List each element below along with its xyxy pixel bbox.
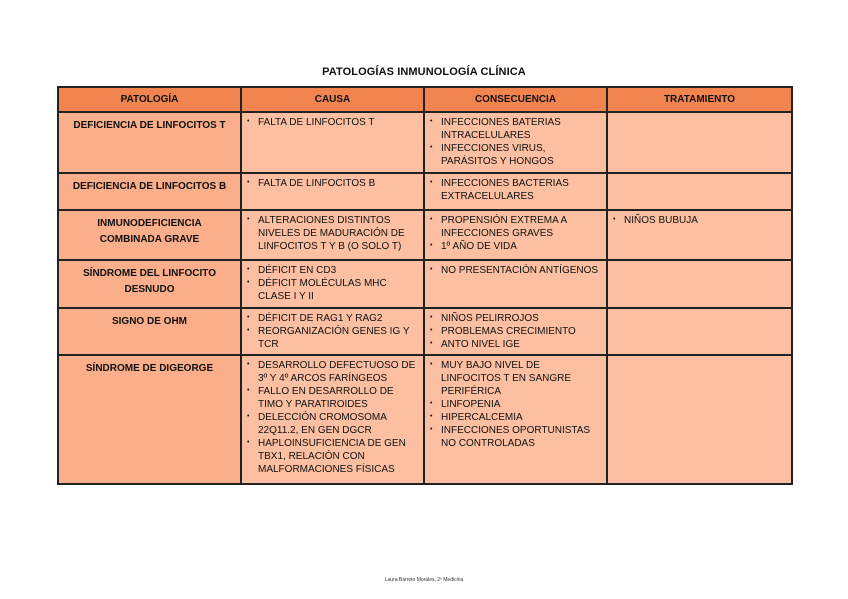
list-item: • ALTERACIONES DISTINTOS NIVELES DE MADURACIÓN DE LINFOCITOS T Y B (O SOLO T) [245, 214, 419, 253]
list-item: • INFECCIONES BATERIAS INTRACELULARES [428, 116, 602, 142]
causa-cell [241, 210, 424, 260]
list-item: • INFECCIONES BACTERIAS EXTRACELULARES [428, 177, 602, 203]
header-consecuencia: CONSECUENCIA [424, 87, 607, 112]
list-item: • PROPENSIÓN EXTREMA A INFECCIONES GRAVES [428, 214, 602, 240]
list-item: • ANTO NIVEL IGE [428, 338, 602, 351]
tratamiento-cell [607, 308, 792, 355]
table-row [58, 260, 792, 308]
list-item: • NIÑOS PELIRROJOS [428, 312, 602, 325]
causa-list [245, 359, 419, 476]
causa-cell [241, 355, 424, 484]
consecuencia-list [428, 359, 602, 450]
table-row [58, 173, 792, 210]
tratamiento-cell [607, 173, 792, 210]
consecuencia-cell [424, 173, 607, 210]
consecuencia-list [428, 116, 602, 168]
header-tratamiento: TRATAMIENTO [607, 87, 792, 112]
causa-list [245, 214, 419, 253]
pathology-name: INMUNODEFICIENCIA COMBINADA GRAVE [58, 210, 241, 260]
tratamiento-cell [607, 210, 792, 260]
list-item: • DÉFICIT EN CD3 [245, 264, 419, 277]
causa-list [245, 264, 419, 303]
pathology-table [57, 86, 793, 485]
causa-list [245, 116, 419, 129]
list-item: • LINFOPENIA [428, 398, 602, 411]
footer-author: Laura Barreto Morales, 2º Medicina [384, 577, 464, 583]
consecuencia-cell [424, 308, 607, 355]
pathology-name: DEFICIENCIA DE LINFOCITOS T [58, 112, 241, 173]
consecuencia-list [428, 312, 602, 351]
pathology-name: SÍNDROME DEL LINFOCITO DESNUDO [58, 260, 241, 308]
list-item: • FALTA DE LINFOCITOS T [245, 116, 419, 129]
tratamiento-list [611, 214, 787, 227]
list-item: • 1º AÑO DE VIDA [428, 240, 602, 253]
header-causa: CAUSA [241, 87, 424, 112]
list-item: • NO PRESENTACIÓN ANTÍGENOS [428, 264, 602, 277]
consecuencia-cell [424, 260, 607, 308]
pathology-name: DEFICIENCIA DE LINFOCITOS B [58, 173, 241, 210]
causa-list [245, 177, 419, 190]
table-row [58, 308, 792, 355]
list-item: • INFECCIONES VIRUS, PARÁSITOS Y HONGOS [428, 142, 602, 168]
causa-list [245, 312, 419, 351]
tratamiento-cell [607, 355, 792, 484]
list-item: • DÉFICIT DE RAG1 Y RAG2 [245, 312, 419, 325]
causa-cell [241, 112, 424, 173]
consecuencia-list [428, 177, 602, 203]
tratamiento-cell [607, 112, 792, 173]
causa-cell [241, 173, 424, 210]
list-item: • FALLO EN DESARROLLO DE TIMO Y PARATIROIDES [245, 385, 419, 411]
list-item: • DESARROLLO DEFECTUOSO DE 3º Y 4º ARCOS FARÍNGEOS [245, 359, 419, 385]
consecuencia-list [428, 214, 602, 253]
consecuencia-cell [424, 355, 607, 484]
table-row [58, 210, 792, 260]
table-header-row [58, 87, 792, 112]
list-item: • DÉFICIT MOLÉCULAS MHC CLASE I Y II [245, 277, 419, 303]
causa-cell [241, 308, 424, 355]
list-item: • PROBLEMAS CRECIMIENTO [428, 325, 602, 338]
table-row [58, 355, 792, 484]
list-item: • HAPLOINSUFICIENCIA DE GEN TBX1, RELACIÓN CON MALFORMACIONES FÍSICAS [245, 437, 419, 476]
consecuencia-list [428, 264, 602, 277]
header-patologia: PATOLOGÍA [58, 87, 241, 112]
consecuencia-cell [424, 210, 607, 260]
list-item: • HIPERCALCEMIA [428, 411, 602, 424]
list-item: • NIÑOS BUBUJA [611, 214, 787, 227]
pathology-name: SIGNO DE OHM [58, 308, 241, 355]
tratamiento-cell [607, 260, 792, 308]
list-item: • REORGANIZACIÓN GENES IG Y TCR [245, 325, 419, 351]
list-item: • MUY BAJO NIVEL DE LINFOCITOS T EN SANGRE PERIFÉRICA [428, 359, 602, 398]
causa-cell [241, 260, 424, 308]
page-title: PATOLOGÍAS INMUNOLOGÍA CLÍNICA [322, 66, 526, 78]
pathology-name: SÍNDROME DE DIGEORGE [58, 355, 241, 484]
list-item: • FALTA DE LINFOCITOS B [245, 177, 419, 190]
consecuencia-cell [424, 112, 607, 173]
list-item: • DELECCIÓN CROMOSOMA 22Q11.2, EN GEN DGCR [245, 411, 419, 437]
table-row [58, 112, 792, 173]
list-item: • INFECCIONES OPORTUNISTAS NO CONTROLADAS [428, 424, 602, 450]
